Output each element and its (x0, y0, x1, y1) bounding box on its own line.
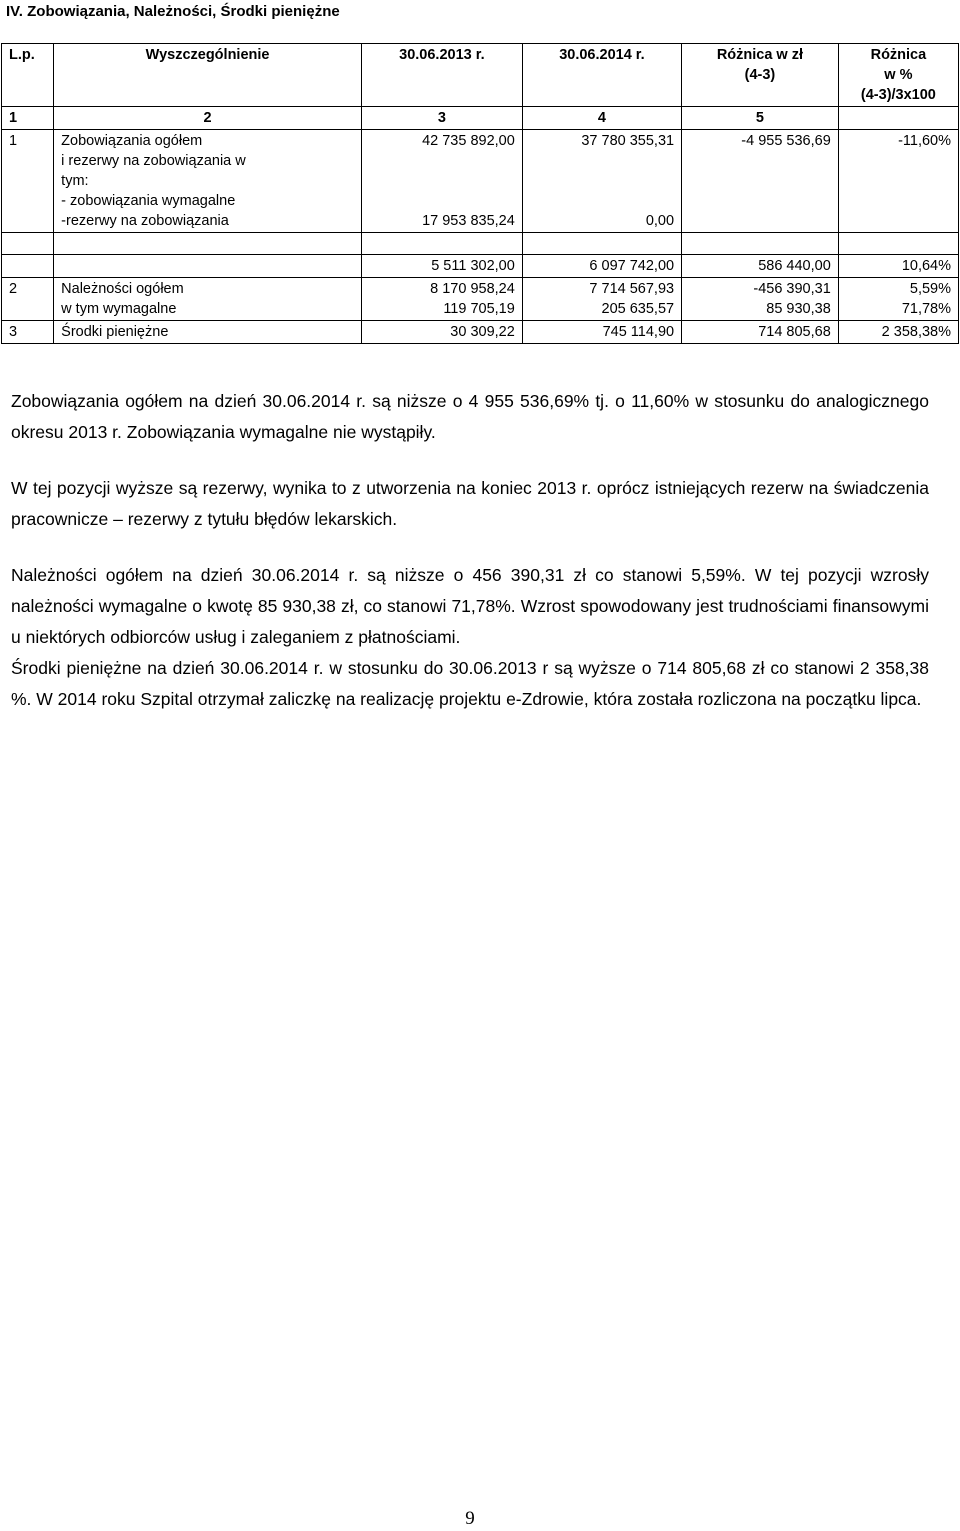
reserves-2014: 6 097 742,00 (522, 255, 681, 278)
row1-desc-line4: -rezerwy na zobowiązania (61, 213, 229, 229)
reserves-diff: 586 440,00 (682, 255, 839, 278)
spacer-cell (361, 233, 522, 255)
row2-2013-total: 8 170 958,24 (430, 281, 515, 297)
column-number-row (2, 107, 959, 130)
header-2014: 30.06.2014 r. (522, 44, 681, 107)
reserves-pct: 10,64% (838, 255, 958, 278)
paragraph-receivables: Należności ogółem na dzień 30.06.2014 r. są niższe o 456 390,31 zł co stanowi 5,59%. W tej pozycji wzrosły należności wymagalne o kwotę 85 930,38 zł, co stanowi 71,78%. Wzrost spowodowany jest trudnościami finansowymi u niektórych odbiorców usług i zaleganiem z płatnościami. (11, 565, 929, 647)
row2-diff (682, 278, 839, 321)
row1-2013 (361, 130, 522, 233)
row2-2014-due: 205 635,57 (601, 301, 675, 317)
header-pct-line2: w % (884, 67, 913, 83)
row1-desc-line2: i rezerwy na zobowiązania w tym: (61, 153, 246, 189)
row3-2013: 30 309,22 (361, 321, 522, 344)
row1-2014-due: 0,00 (645, 213, 675, 229)
header-diff-line1: Różnica w zł (716, 47, 804, 63)
header-2013: 30.06.2013 r. (361, 44, 522, 107)
paragraph-reserves: W tej pozycji wyższe są rezerwy, wynika to z utworzenia na koniec 2013 r. oprócz istniejących rezerw na świadczenia pracownicze – rezerwy z tytułu błędów lekarskich. (11, 478, 929, 529)
spacer-cell (838, 233, 958, 255)
colnum-3: 3 (361, 107, 522, 130)
row1-description (54, 130, 362, 233)
row2-2014 (522, 278, 681, 321)
reserves-desc-empty (54, 255, 362, 278)
colnum-4: 4 (522, 107, 681, 130)
header-diff (682, 44, 839, 107)
header-pct (838, 44, 958, 107)
row2-pct (838, 278, 958, 321)
row1-pct: -11,60% (838, 130, 958, 233)
header-lp: L.p. (2, 44, 54, 107)
table-row-liabilities (2, 130, 959, 233)
paragraph-liabilities: Zobowiązania ogółem na dzień 30.06.2014 r. są niższe o 4 955 536,69% tj. o 11,60% w stosunku do analogicznego okresu 2013 r. Zobowiązania wymagalne nie wystąpiły. (11, 391, 929, 442)
row1-diff: -4 955 536,69 (682, 130, 839, 233)
row2-2013-due: 119 705,19 (443, 301, 515, 317)
spacer-cell (2, 233, 54, 255)
spacer-cell (682, 233, 839, 255)
table-row-spacer (2, 233, 959, 255)
header-row (2, 44, 959, 107)
paragraph-cash: Środki pieniężne na dzień 30.06.2014 r. w stosunku do 30.06.2013 r są wyższe o 714 805,68 zł co stanowi 2 358,38 %. W 2014 roku Szpital otrzymał zaliczkę na realizację projektu e-Zdrowie, która została rozliczona na początku lipca. (11, 658, 929, 709)
row1-desc-line1: Zobowiązania ogółem (61, 133, 203, 149)
section-heading: IV. Zobowiązania, Należności, Środki pieniężne (6, 3, 340, 20)
row1-2013-due: 17 953 835,24 (422, 213, 515, 229)
row2-2014-total: 7 714 567,93 (589, 281, 675, 297)
spacer-cell (522, 233, 681, 255)
row2-diff-due: 85 930,38 (766, 301, 831, 317)
row2-description (54, 278, 362, 321)
row1-2014-total: 37 780 355,31 (581, 133, 675, 149)
row2-desc-line1: Należności ogółem (61, 281, 184, 297)
row2-pct-due: 71,78% (901, 301, 951, 317)
row3-2014: 745 114,90 (522, 321, 681, 344)
header-description: Wyszczególnienie (54, 44, 362, 107)
row1-2014 (522, 130, 681, 233)
table-row-receivables (2, 278, 959, 321)
colnum-2: 2 (54, 107, 362, 130)
row2-lp: 2 (2, 278, 54, 321)
row3-pct: 2 358,38% (838, 321, 958, 344)
row2-desc-line2: w tym wymagalne (61, 301, 177, 317)
financial-table (1, 43, 959, 344)
row2-2013 (361, 278, 522, 321)
colnum-5: 5 (682, 107, 839, 130)
colnum-empty (838, 107, 958, 130)
colnum-1: 1 (2, 107, 54, 130)
row1-desc-line3: - zobowiązania wymagalne (61, 193, 236, 209)
row1-lp: 1 (2, 130, 54, 233)
row1-2013-total: 42 735 892,00 (422, 133, 515, 149)
header-pct-line1: Różnica (870, 47, 927, 63)
row2-diff-total: -456 390,31 (753, 281, 831, 297)
page-number: 9 (465, 1508, 475, 1529)
row3-diff: 714 805,68 (682, 321, 839, 344)
reserves-2013: 5 511 302,00 (361, 255, 522, 278)
table-row-reserves (2, 255, 959, 278)
reserves-lp-empty (2, 255, 54, 278)
header-diff-line2: (4-3) (744, 67, 776, 83)
spacer-cell (54, 233, 362, 255)
row3-description: Środki pieniężne (54, 321, 362, 344)
header-pct-line3: (4-3)/3x100 (860, 87, 936, 103)
row2-pct-total: 5,59% (909, 281, 951, 297)
row3-lp: 3 (2, 321, 54, 344)
table-row-cash (2, 321, 959, 344)
